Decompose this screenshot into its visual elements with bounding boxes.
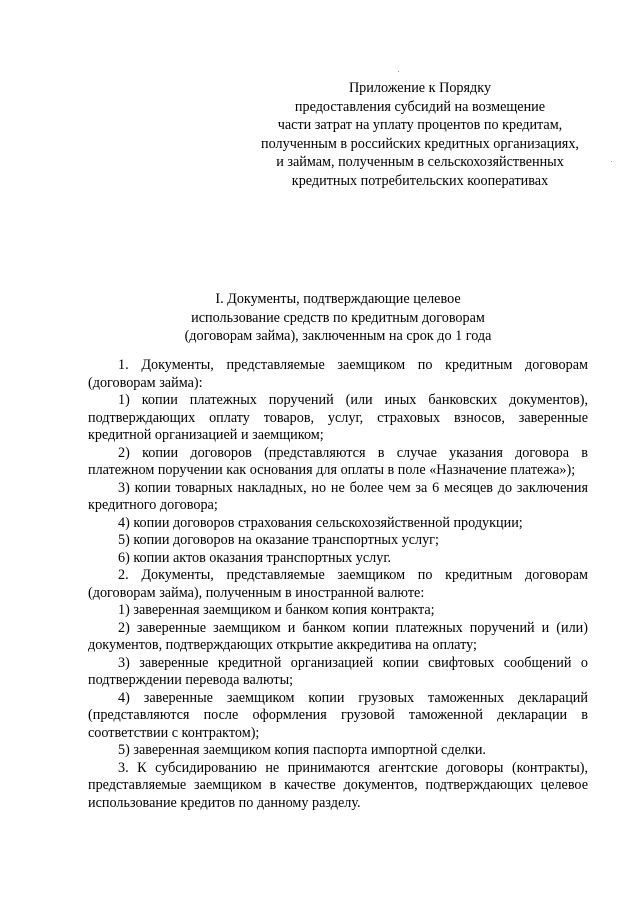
paragraph-subitem: 3) копии товарных накладных, но не более чем за 6 месяцев до заключения кредитного договора;: [88, 479, 588, 513]
appendix-header-line: части затрат на уплату процентов по кредитам,: [277, 117, 563, 134]
paragraph-subitem: 1) заверенная заемщиком и банком копия контракта;: [118, 602, 435, 618]
appendix-header-line: и займам, полученным в сельскохозяйственных: [276, 154, 564, 171]
appendix-header-line: предоставления субсидий на возмещение: [294, 98, 546, 115]
document-body: [88, 357, 588, 812]
paragraph-subitem: 1) копии платежных поручений (или иных банковских документов), подтверждающих оплату товаров, услуг, страховых взносов, заверенные кредитной организацией и заемщиком;: [88, 392, 588, 443]
section-title-line: I. Документы, подтверждающие целевое: [215, 291, 461, 307]
paragraph-subitem: 5) заверенная заемщиком копия паспорта импортной сделки.: [118, 742, 486, 758]
paragraph-subitem: 4) копии договоров страхования сельскохозяйственной продукции;: [118, 514, 523, 531]
paragraph-subitem: 4) заверенные заемщиком копии грузовых таможенных деклараций (представляются после оформления грузовой таможенной декларации в соответствии с контрактом);: [88, 689, 588, 741]
paragraph-item-3: 3. К субсидированию не принимаются агентские договоры (контракты), представляемые заемщиком в качестве документов, подтверждающих целевое использование кредитов по данному разделу.: [88, 759, 588, 811]
paragraph-item-2: 2. Документы, представляемые заемщиком по кредитным договорам (договорам займа), полученным в иностранной валюте:: [88, 567, 588, 601]
section-title-line: использование средств по кредитным договорам: [191, 309, 485, 326]
paragraph-subitem: 2) копии договоров (представляются в случае указания договора в платежном поручении как основания для оплаты в поле «Назначение платежа»);: [88, 444, 588, 478]
paragraph-subitem: 2) заверенные заемщиком и банком копии платежных поручений и (или) документов, подтверждающих открытие аккредитива на оплату;: [88, 619, 588, 653]
paragraph-subitem: 6) копии актов оказания транспортных услуг.: [118, 549, 392, 566]
appendix-header-line: кредитных потребительских кооперативах: [291, 172, 549, 189]
scan-speck: [398, 71, 399, 72]
scan-speck: [611, 161, 612, 162]
paragraph-item-1: 1. Документы, представляемые заемщиком по кредитным договорам (договорам займа):: [88, 357, 588, 391]
appendix-header: [250, 79, 590, 191]
paragraph-subitem: 5) копии договоров на оказание транспортных услуг;: [118, 532, 439, 548]
section-title-line: (договорам займа), заключенным на срок до 1 года: [184, 328, 492, 345]
appendix-header-line: Приложение к Порядку: [348, 80, 492, 96]
section-title: [88, 290, 588, 346]
paragraph-subitem: 3) заверенные кредитной организацией копии свифтовых сообщений о подтверждении перевода валюты;: [88, 654, 588, 688]
appendix-header-line: полученным в российских кредитных организациях,: [261, 135, 579, 152]
